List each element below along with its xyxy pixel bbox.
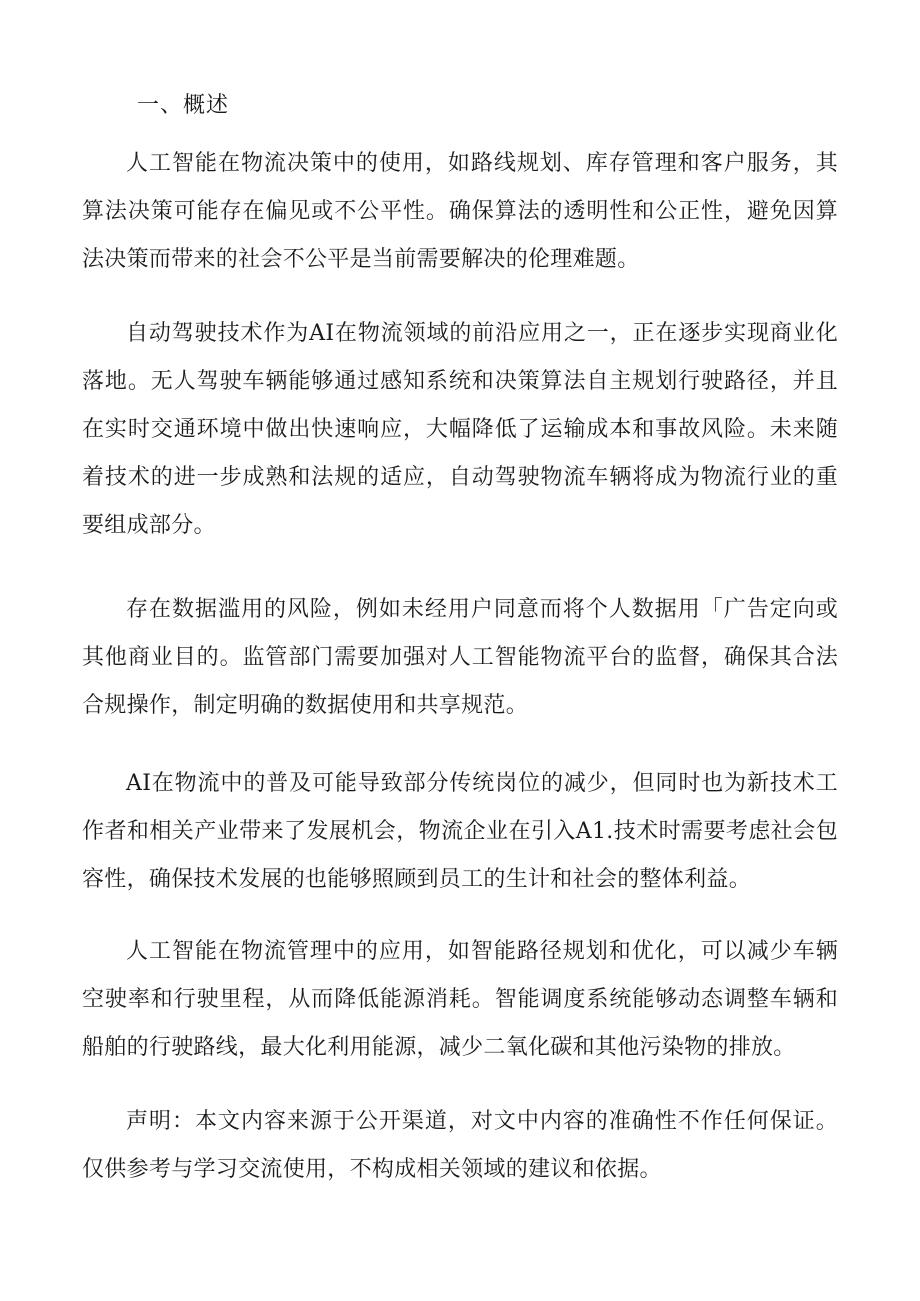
paragraph-disclaimer: 声明：本文内容来源于公开渠道，对文中内容的准确性不作任何保证。仅供参考与学习交流使用，不构成相关领域的建议和依据。 <box>82 1109 838 1182</box>
section-heading: 一、概述 <box>137 93 230 118</box>
paragraph-energy-efficiency: 人工智能在物流管理中的应用，如智能路径规划和优化，可以减少车辆空驶率和行驶里程，从而降低能源消耗。智能调度系统能够动态调整车辆和船舶的行驶路线，最大化利用能源，减少二氧化碳和其他污染物的排放。 <box>82 939 838 1060</box>
paragraph-autonomous-driving: 自动驾驶技术作为AI在物流领域的前沿应用之一，正在逐步实现商业化落地。无人驾驶车辆能够通过感知系统和决策算法自主规划行驶路径，并且在实时交通环境中做出快速响应，大幅降低了运输成本和事故风险。未来随着技术的进一步成熟和法规的适应，自动驾驶物流车辆将成为物流行业的重要组成部分。 <box>82 321 838 538</box>
paragraph-employment-impact: AI在物流中的普及可能导致部分传统岗位的减少，但同时也为新技术工作者和相关产业带来了发展机会，物流企业在引入A1.技术时需要考虑社会包容性，确保技术发展的也能够照顾到员工的生计和社会的整体利益。 <box>82 771 838 892</box>
paragraph-algorithm-fairness: 人工智能在物流决策中的使用，如路线规划、库存管理和客户服务，其算法决策可能存在偏见或不公平性。确保算法的透明性和公正性，避免因算法决策而带来的社会不公平是当前需要解决的伦理难题。 <box>82 151 838 272</box>
paragraph-data-misuse: 存在数据滥用的风险，例如未经用户同意而将个人数据用「广告定向或其他商业目的。监管部门需要加强对人工智能物流平台的监督，确保其合法合规操作，制定明确的数据使用和共享规范。 <box>82 597 838 718</box>
